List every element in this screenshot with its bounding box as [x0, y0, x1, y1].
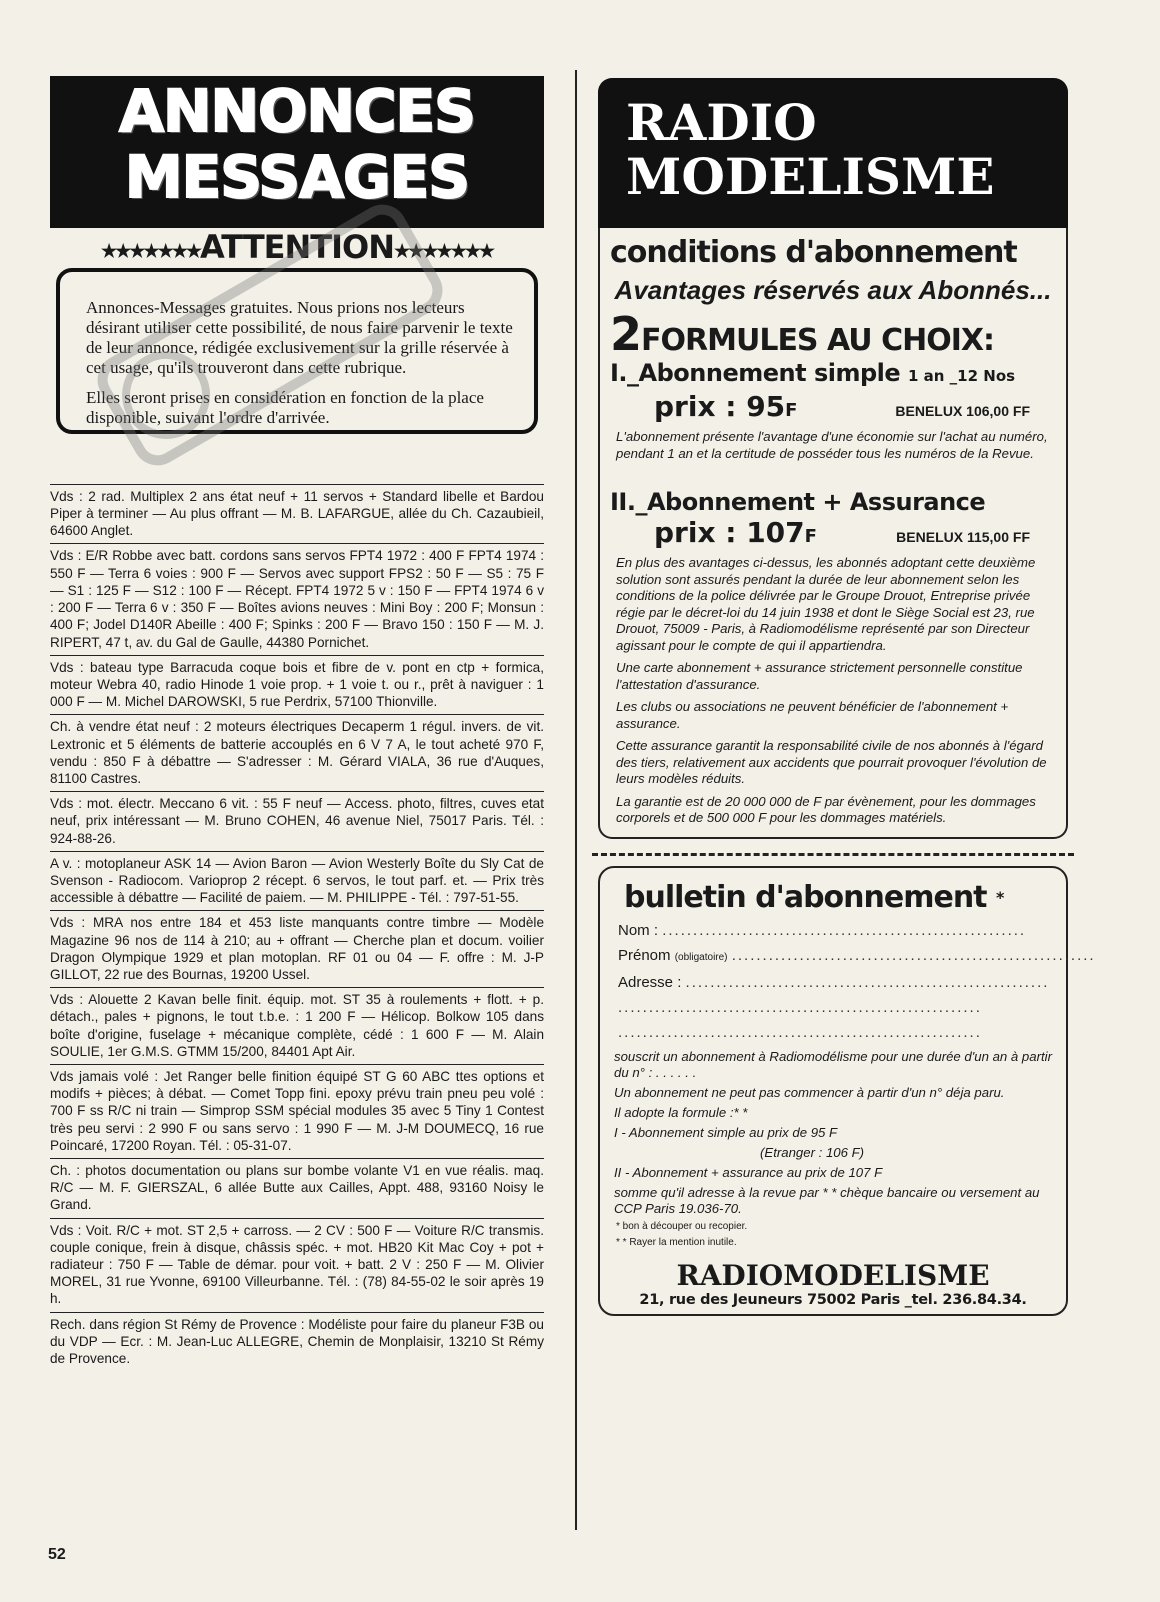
attention-heading	[50, 228, 544, 266]
formule-2-text-1: En plus des avantages ci-dessus, les abonnés adoptant cette deuxième solution sont assurés pendant la durée de leur abonnement selon les conditions de la police délivrée par le Groupe Drouot, Entreprise privée régie par le décret-loi du 14 juin 1938 et dont le Siège Social est 23, rue Drouot, 75009 - Paris, à Radiomodélisme représenté par son Directeur agissant pour le compte de qui il appartiendra.	[616, 555, 1036, 653]
adresse-dots-2: ...........................................................	[618, 998, 982, 1016]
formule-2-title: II._Abonnement + Assurance	[610, 488, 986, 516]
ads-list	[50, 484, 544, 1371]
nom-field[interactable]	[618, 918, 1056, 943]
adresse-line-3[interactable]	[618, 1020, 1056, 1045]
ad-item: Vds : Voit. R/C + mot. ST 2,5 + carross. — 2 CV : 500 F — Voiture R/C transmis. couple conique, frein à disque, châssis spéc. + mot. HB20 Kit Mac Coy + pot + radiateur : 750 F — Table de démar. pour voit. + batt. 2 V : 250 F — M. Olivier MOREL, 31 rue Yvonne, 69100 Villeurbanne. Tél. : (78) 84-55-02 le soir après 19 h.	[50, 1218, 544, 1312]
page-number: 52	[48, 1546, 66, 1563]
annonces-banner	[50, 76, 544, 228]
ad-item: Vds : MRA nos entre 184 et 453 liste manquants contre timbre — Modèle Magazine 96 nos de 114 à 210; au + offrant — Cherche plan et docum. voilier Dragon Olympique 1929 et plan motoplan. RF 01 ou 04 — F. offre : M. J-P GILLOT, 22 rue des Bournas, 19200 Ussel.	[50, 910, 544, 987]
bulletin-text-2: Un abonnement ne peut pas commencer à partir d'un n° déja paru.	[614, 1084, 1005, 1100]
right-column	[598, 78, 1096, 1316]
attention-paragraph-2: Elles seront prises en considération en fonction de la place disponible, suivant l'ordre d'arrivée.	[86, 387, 484, 427]
adresse-label: Adresse :	[618, 973, 682, 991]
bulletin-text-1: souscrit un abonnement à Radiomodélisme pour une durée d'un an à partir du n° : . . . . . .	[614, 1048, 1052, 1080]
adresse-dots: ...........................................................	[685, 973, 1050, 991]
formule-2-price	[654, 516, 817, 549]
attention-box	[56, 268, 538, 434]
bulletin-title-mark: *	[995, 887, 1004, 907]
formule-1-text: L'abonnement présente l'avantage d'une économie sur l'achat au numéro, pendant 1 an et la certitude de posséder tous les numéros de la Revue.	[616, 429, 1048, 461]
prenom-field[interactable]	[618, 943, 1096, 970]
conditions-box	[598, 228, 1068, 839]
ad-item: Rech. dans région St Rémy de Provence : Modéliste pour faire du planeur F3B ou du VDP — Ecr. : M. Jean-Luc ALLEGRE, Chemin de Monplaisir, 13210 St Rémy de Provence.	[50, 1312, 544, 1372]
adresse-line-2[interactable]	[618, 995, 1056, 1020]
bulletin-title-text: bulletin d'abonnement	[624, 879, 987, 915]
modelisme-title: MODELISME	[626, 147, 995, 206]
ad-item: Vds : Alouette 2 Kavan belle finit. équip. mot. ST 35 à roulements + flott. + p. détach., pales + pignons, le tout t.b.e. : 1 200 F — Hélicop. Bolkow 105 dans boîte d'origine, fuselage + mécanique complète, cédé : 1 600 F — M. Alain SOULIE, 1er G.M.S. GTMM 15/200, 84401 Apt Air.	[50, 987, 544, 1064]
formule-2-price-unit: F	[804, 526, 817, 547]
adresse-dots-3: ...........................................................	[618, 1023, 982, 1041]
formule-2-benelux: BENELUX 115,00 FF	[896, 529, 1030, 545]
formules-number: 2	[610, 307, 642, 361]
nom-label: Nom :	[618, 921, 659, 939]
conditions-title: conditions d'abonnement	[610, 235, 1017, 270]
ad-item: Vds : mot. électr. Meccano 6 vit. : 55 F neuf — Access. photo, filtres, cuves etat neuf, prix intéressant — M. Bruno COHEN, 46 avenue Niel, 75017 Paris. Tél. : 924-88-26.	[50, 791, 544, 851]
attention-paragraph-1: Annonces-Messages gratuites. Nous prions nos lecteurs désirant utiliser cette possibilité, de nous faire parvenir le texte de leur annonce, rédigée exclusivement sur la grille réservée à cet usage, qu'ils trouveront dans cette rubrique.	[86, 297, 513, 377]
radiomodelisme-banner	[598, 78, 1068, 228]
formule-2-price-value: prix : 107	[654, 516, 805, 549]
left-column	[50, 76, 544, 1371]
bulletin-note-1: * bon à découper ou recopier.	[616, 1220, 748, 1232]
prenom-note: (obligatoire)	[674, 951, 728, 963]
ad-item: Vds jamais volé : Jet Ranger belle finition équipé ST G 60 ABC ttes options et modifs + pièces; à débat. — Comet Topp fini. epoxy prévu train pneu peu volé : 700 F ss R/C ni train — Simprop SSM spécial modules 35 avec 5 Tiny 1 Contest très peu servi : 2 990 F ou sans servo : 1 990 F — M. J-M DOUMECQ, 16 rue Poincaré, 17200 Royan. Tél. : 05-31-07.	[50, 1064, 544, 1158]
formule-1-title	[610, 359, 1056, 390]
formule-1-name: I._Abonnement simple	[610, 359, 901, 387]
formule-2-price-row	[654, 516, 1056, 549]
attention-word: ATTENTION	[199, 228, 395, 266]
bulletin-note-2: * * Rayer la mention inutile.	[616, 1236, 737, 1248]
nom-dots: ...........................................................	[662, 921, 1027, 939]
formule-1-price-unit: F	[785, 400, 798, 421]
formule-1-benelux: BENELUX 106,00 FF	[895, 403, 1030, 419]
formule-1-duration: 1 an _12 Nos	[908, 367, 1016, 385]
formule-2-text-4: Cette assurance garantit la responsabilité civile de nos abonnés à l'égard des tiers, relativement aux accidents que pourrait provoquer l'évolution de leurs modèles réduits.	[616, 738, 1047, 786]
formule-2-text-3: Les clubs ou associations ne peuvent bénéficier de l'abonnement + assurance.	[616, 699, 1009, 731]
ad-item: Vds : E/R Robbe avec batt. cordons sans servos FPT4 1972 : 400 F FPT4 1974 : 550 F — Terra 6 voies : 900 F — Servos avec support FPS2 : 50 F — S5 : 75 F — S1 : 125 F — S12 : 100 F — Récept. FPT4 1972 5 v : 150 F — FPT4 1974 6 v : 200 F — Terra 6 v : 350 F — Boîtes avions neuves : Mini Boy : 200 F; Monsun : 400 F; Jodel D140R Abeille : 400 F; Spinks : 200 F — Bravo 150 : 150 F — M. J. RIPERT, 47 t, av. du Gal de Gaulle, 44380 Pornichet.	[50, 543, 544, 654]
messages-title: MESSAGES	[124, 143, 470, 211]
radio-title: RADIO	[626, 93, 817, 152]
column-divider	[575, 70, 577, 1530]
formule-1-price-row	[654, 390, 1056, 423]
avantages-heading: Avantages réservés aux Abonnés...	[614, 275, 1052, 305]
annonces-title: ANNONCES	[119, 77, 475, 145]
stars-right: ★★★★★★★	[394, 240, 493, 261]
footer-publisher: RADIOMODELISME	[676, 1258, 990, 1292]
bulletin-text-payment: somme qu'il adresse à la revue par * * chèque bancaire ou versement au CCP Paris 19.036-70.	[614, 1184, 1040, 1216]
ad-item: A v. : motoplaneur ASK 14 — Avion Baron — Avion Westerly Boîte du Sly Cat de Svenson - Radiocom. Varioprop 2 récept. 6 servos, le tout parf. et. — Prix très accessible à débattre — Facilité de paiem. — M. PHILIPPE - Tél. : 797-51-55.	[50, 851, 544, 911]
bulletin-title	[624, 878, 1056, 918]
prenom-dots: ...........................................................	[731, 946, 1096, 964]
formule-1-price	[654, 390, 797, 423]
prenom-label: Prénom	[618, 946, 671, 964]
bulletin-option-1[interactable]: I - Abonnement simple au prix de 95 F	[614, 1124, 838, 1140]
bulletin-etranger: (Etranger : 106 F)	[760, 1144, 865, 1160]
stars-left: ★★★★★★★	[101, 240, 200, 261]
ad-item: Ch. : photos documentation ou plans sur bombe volante V1 en vue réalis. maq. R/C — M. F. GIERSZAL, 6 allée Butte aux Cailles, Appt. 488, 93160 Noisy le Grand.	[50, 1158, 544, 1218]
ad-item: Vds : 2 rad. Multiplex 2 ans état neuf + 11 servos + Standard libelle et Bardou Piper à terminer — Au plus offrant — M. B. LAFARGUE, allée du Ch. Cazaubieil, 64600 Anglet.	[50, 484, 544, 544]
formules-heading	[610, 307, 1056, 361]
adresse-field[interactable]	[618, 970, 1056, 995]
formule-2-text-2: Une carte abonnement + assurance strictement personnelle constitue l'attestation d'assurance.	[616, 660, 1023, 692]
formule-2-text-5: La garantie est de 20 000 000 de F par évènement, pour les dommages corporels et de 500 000 F pour les dommages matériels.	[616, 793, 1036, 825]
formule-1-price-value: prix : 95	[654, 390, 786, 423]
bulletin-form	[598, 866, 1096, 1316]
cut-line	[592, 853, 1074, 856]
ad-item: Ch. à vendre état neuf : 2 moteurs électriques Decaperm 1 régul. invers. de vit. Lextronic et 5 éléments de batterie accouplés en 6 V 7 A, le tout acheté 970 F, vendu : 850 F à débattre — S'adresser : M. Gérard VIALA, 36 rue d'Auques, 81100 Castres.	[50, 714, 544, 791]
formules-text: FORMULES AU CHOIX:	[641, 323, 995, 358]
ad-item: Vds : bateau type Barracuda coque bois et fibre de v. pont en ctp + formica, moteur Webra 40, radio Hinode 1 voie prop. + 1 voie t. ou r., prêt à naviguer : 1 000 F — M. Michel DAROWSKI, 5 rue Perdrix, 57100 Thionville.	[50, 655, 544, 715]
bulletin-text-3: Il adopte la formule :* *	[614, 1104, 748, 1120]
footer-address: 21, rue des Jeuneurs 75002 Paris _tel. 236.84.34.	[639, 1291, 1027, 1308]
bulletin-option-2[interactable]: II - Abonnement + assurance au prix de 107 F	[614, 1164, 883, 1180]
